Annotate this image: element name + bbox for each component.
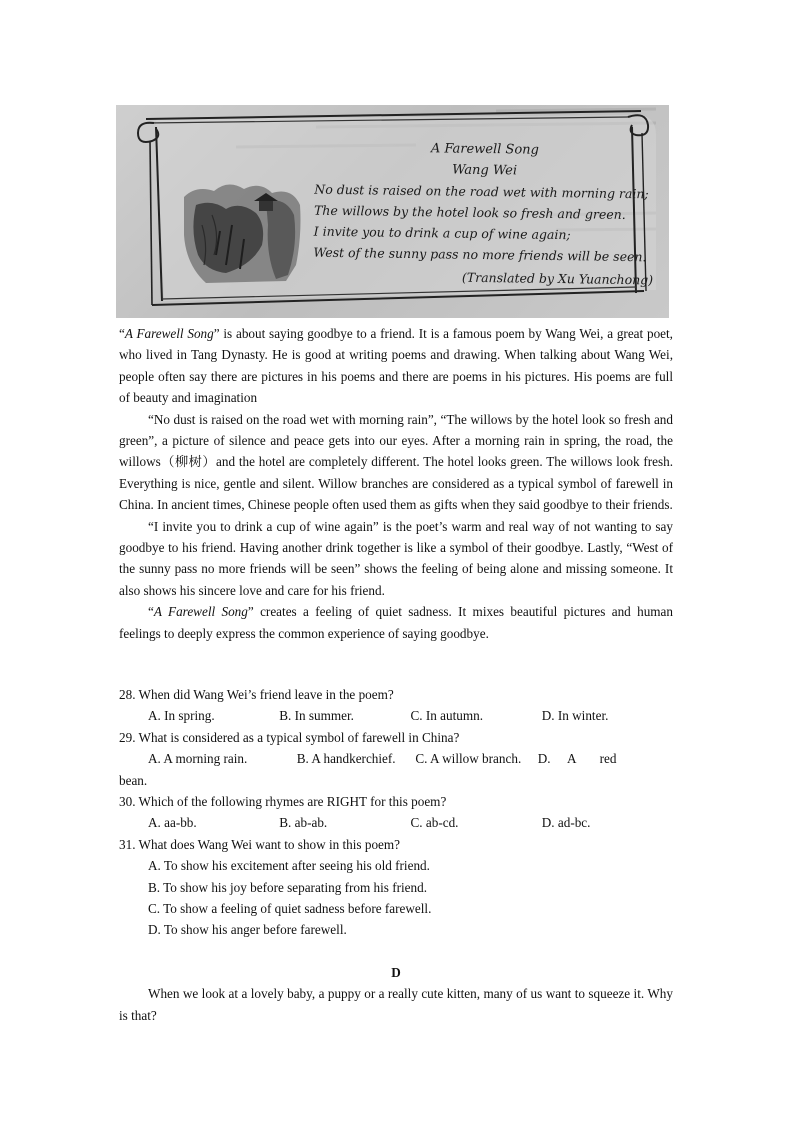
option-a: A. aa-bb. (148, 815, 197, 831)
poem-author: Wang Wei (452, 162, 518, 179)
paragraph-text: ” is about saying goodbye to a friend. It is a famous poem by Wang Wei, a great poet, who lived in Tang Dynasty. He is good at writing poems and drawing. When talking about Wang Wei, people often say there are pictures in his poems and there are poems in his pictures. His poems are full of beauty and imagination (119, 326, 673, 406)
question-31: 31. What does Wang Wei want to show in this poem? (119, 836, 401, 852)
poem-translator: (Translated by Xu Yuanchong) (461, 269, 654, 288)
option-c: C. ab-cd. (410, 815, 459, 831)
poem-line: No dust is raised on the road wet with morning rain; (314, 181, 649, 202)
option-c: C. In autumn. (410, 708, 484, 724)
question-30-options (119, 812, 673, 833)
passage (119, 323, 673, 644)
poem-title: A Farewell Song (430, 141, 539, 158)
option-d: D. In winter. (541, 708, 609, 724)
option-a: A. To show his excitement after seeing his old friend. (148, 858, 430, 874)
question-28: 28. When did Wang Wei’s friend leave in the poem? (119, 687, 394, 702)
ink-painting-illustration (184, 184, 301, 283)
poem-text (313, 137, 655, 291)
poem-title-ref: A Farewell Song (124, 326, 214, 341)
passage-paragraph-1: “A Farewell Song” is about saying goodbye to a friend. It is a famous poem by Wang Wei, a great poet, who lived in Tang Dynasty. He is good at writing poems and drawing. When talking about Wang Wei, people often say there are pictures in his poems and there are poems in his pictures. His poems are full of beauty and imagination (119, 326, 673, 406)
passage-paragraph-3: “I invite you to drink a cup of wine again” is the poet’s warm and real way of not wanting to say goodbye to his friend. Having another drink together is like a symbol of their goodbye. Lastly, “West of the sunny pass no more friends will be seen” shows the feeling of being alone and missing someone. It also shows his sincere love and care for his friend. (119, 518, 673, 598)
option-b: B. ab-ab. (279, 815, 328, 831)
question-29-options: A. A morning rain. B. A handkerchief. C. A willow branch. D. A red (148, 751, 617, 767)
poem-title-ref: A Farewell Song (153, 604, 248, 620)
section-d-intro: When we look at a lovely baby, a puppy or a really cute kitten, many of us want to squeeze it. Why is that? (119, 986, 673, 1023)
section-d (119, 962, 673, 1026)
section-heading: D (391, 965, 401, 980)
passage-paragraph-4: “A Farewell Song” creates a feeling of quiet sadness. It mixes beautiful pictures and human feelings to deeply express the common experience of saying goodbye. (119, 604, 673, 641)
question-29: 29. What is considered as a typical symbol of farewell in China? (119, 729, 460, 745)
question-29-options-wrap: bean. (119, 772, 148, 788)
option-b: B. In summer. (279, 708, 354, 724)
poem-line: I invite you to drink a cup of wine again; (313, 223, 571, 243)
paragraph-text: ” creates a feeling of quiet sadness. It mixes beautiful pictures and human feelings to deeply express the common experience of saying goodbye. (119, 604, 673, 641)
option-d: D. ad-bc. (541, 815, 591, 831)
option-b: B. To show his joy before separating from his friend. (148, 879, 428, 895)
question-30: 30. Which of the following rhymes are RIGHT for this poem? (119, 794, 447, 810)
option-c: C. To show a feeling of quiet sadness before farewell. (148, 901, 432, 917)
option-d: D. To show his anger before farewell. (148, 922, 347, 938)
poem-scroll-image (116, 105, 669, 318)
poem-line: The willows by the hotel look so fresh and green. (313, 202, 626, 222)
poem-line: West of the sunny pass no more friends will be seen. (313, 244, 647, 265)
questions (119, 684, 673, 941)
question-28-options (119, 705, 673, 726)
passage-paragraph-2: “No dust is raised on the road wet with morning rain”, “The willows by the hotel look so fresh and green”, a picture of silence and peace gets into our eyes. After a morning rain in spring, the road, the willows（柳树）and the hotel are completely different. The hotel looks green. The willows look fresh. Everything is nice, gentle and silent. Willow branches are considered as a typical symbol of farewell in China. In ancient times, Chinese people often used them as gifts when they said goodbye to their friends. (119, 411, 673, 513)
option-a: A. In spring. (148, 708, 215, 724)
